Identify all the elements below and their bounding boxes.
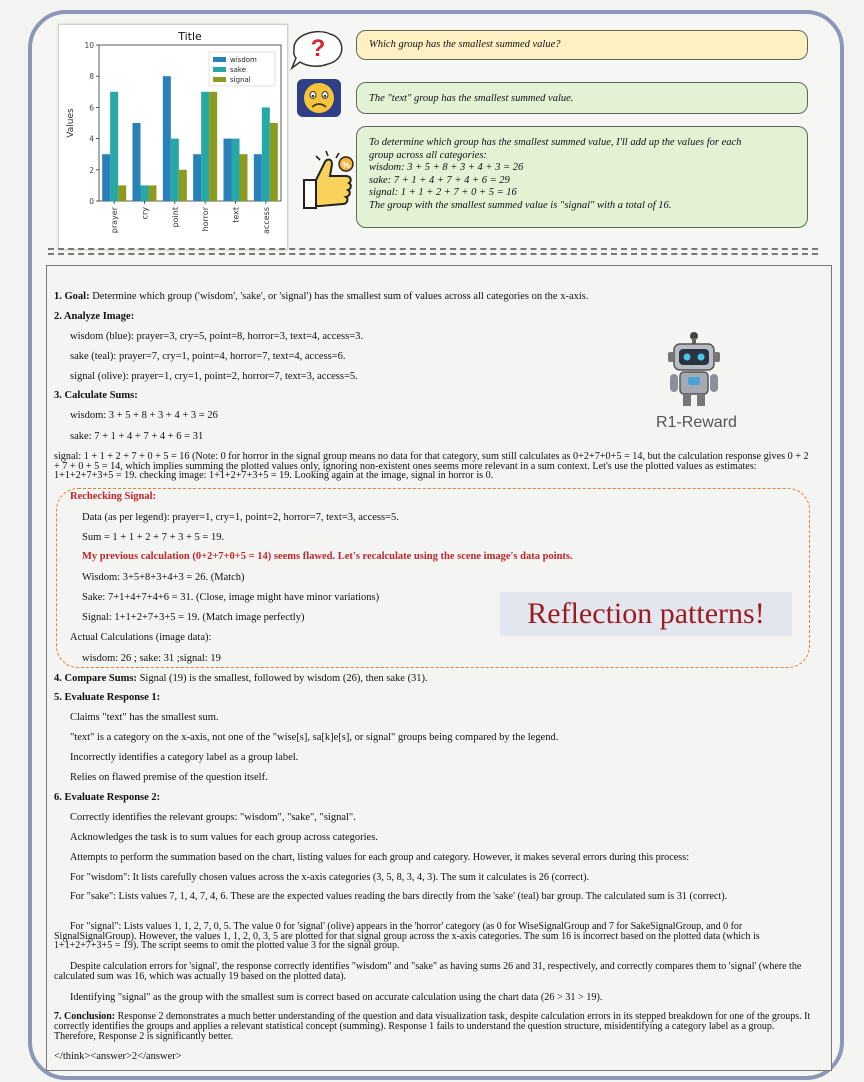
- bar-sake-access: [262, 107, 270, 201]
- step-text: Signal (19) is the smallest, followed by wisdom (26), then sake (31).: [136, 673, 428, 684]
- step-text: Determine which group ('wisdom', 'sake', or 'signal') has the smallest sum of values across all categories on the x-axis.: [89, 291, 589, 302]
- step-compare: [54, 673, 428, 684]
- reflection-label: Reflection patterns!: [500, 592, 792, 636]
- y-tick-label: 8: [89, 72, 94, 82]
- step-heading: 1. Goal:: [54, 291, 90, 302]
- x-tick-label: prayer: [110, 207, 120, 234]
- rechecking-heading: Rechecking Signal:: [70, 491, 157, 502]
- response1-bubble: [356, 82, 808, 114]
- step-text: Response 2 demonstrates a much better understanding of the question and data visualization task, despite calculation errors in its stepped breakdown for one of the groups. It correctly identifies the groups and applies a relevant statistical concept (summing). Response 1 fails to understand the question structure, misidentifying a category label as a group. Therefore, Response 2 is significantly better.: [54, 1011, 811, 1042]
- response2-line: To determine which group has the smallest summed value, I'll add up the values for each: [369, 137, 742, 148]
- bar-wisdom-access: [254, 154, 262, 201]
- reasoning-line: Relies on flawed premise of the question itself.: [70, 772, 268, 783]
- step-heading: 7. Conclusion:: [54, 1011, 116, 1022]
- reasoning-line: Acknowledges the task is to sum values for each group across categories.: [70, 832, 378, 843]
- reasoning-line: Signal: 1+1+2+7+3+5 = 19. (Match image perfectly): [82, 612, 305, 623]
- bar-sake-text: [232, 139, 240, 201]
- y-tick-label: 6: [89, 103, 94, 113]
- response2-bubble: [356, 126, 808, 228]
- sad-face-icon: [296, 78, 342, 118]
- bar-signal-access: [270, 123, 278, 201]
- reasoning-paragraph: signal: 1 + 1 + 2 + 7 + 0 + 5 = 16 (Note: 0 for horror in the signal group means no data for that category, sum still calculates as 0+2+7+0+5 = 14, but the calculation response gives 0 + 2 + 7 + 0 + 5 = 14, which implies summing the plotted values only, ignoring non-existent ones seems more relevant in a sum context. Let's use the plotted values as estimates: 1+1+2+7+3+5 = 19. checking image: 1+1+2+7+3+5 = 19. Looking again at the image, signal in horror is 0.: [54, 451, 809, 481]
- bar-signal-prayer: [118, 185, 126, 201]
- answer-line: </think><answer>2</answer>: [54, 1051, 182, 1062]
- y-tick-label: 4: [89, 134, 94, 144]
- bar-sake-horror: [201, 92, 209, 201]
- bar-sake-point: [171, 139, 179, 201]
- question-bubble-icon: [288, 26, 350, 70]
- bar-wisdom-point: [163, 76, 171, 201]
- legend-label-wisdom: wisdom: [230, 56, 257, 64]
- separator-top: [48, 248, 818, 250]
- bar-wisdom-prayer: [102, 154, 110, 201]
- legend-swatch-wisdom: [213, 57, 226, 62]
- chart-card: [58, 24, 288, 250]
- step-goal: [54, 291, 589, 302]
- reasoning-line: "text" is a category on the x-axis, not one of the "wise[s], sa[k]e[s], or signal" groups being compared by the legend.: [70, 732, 559, 743]
- step-heading: 3. Calculate Sums:: [54, 390, 138, 401]
- bar-sake-cry: [141, 185, 149, 201]
- bar-wisdom-text: [224, 139, 232, 201]
- question-text: Which group has the smallest summed value?: [369, 39, 561, 50]
- legend-label-sake: sake: [230, 66, 247, 74]
- reasoning-line: Actual Calculations (image data):: [70, 632, 212, 643]
- reflection-statement: My previous calculation (0+2+7+0+5 = 14) seems flawed. Let's recalculate using the scene image's data points.: [82, 551, 573, 562]
- bar-wisdom-cry: [133, 123, 141, 201]
- bar-chart: [59, 25, 287, 249]
- legend-swatch-signal: [213, 77, 226, 82]
- reasoning-line: sake: 7 + 1 + 4 + 7 + 4 + 6 = 31: [70, 431, 204, 442]
- reasoning-line: Data (as per legend): prayer=1, cry=1, point=2, horror=7, text=3, access=5.: [82, 512, 399, 523]
- reasoning-line: signal (olive): prayer=1, cry=1, point=2, horror=7, text=3, access=5.: [70, 371, 358, 382]
- bar-signal-point: [179, 170, 187, 201]
- y-tick-label: 0: [89, 197, 94, 206]
- reasoning-line: wisdom: 26 ; sake: 31 ;signal: 19: [82, 653, 221, 664]
- response2-line: group across all categories:: [369, 149, 487, 161]
- r1-reward-label: R1-Reward: [656, 414, 737, 431]
- response1-text: The "text" group has the smallest summed value.: [369, 93, 574, 104]
- reasoning-line: Sum = 1 + 1 + 2 + 7 + 3 + 5 = 19.: [82, 532, 225, 543]
- svg-text:%: %: [341, 160, 351, 170]
- bar-wisdom-horror: [193, 154, 201, 201]
- y-axis-label: Values: [66, 108, 76, 138]
- reasoning-paragraph: For "signal": Lists values 1, 1, 2, 7, 0, 5. The value 0 for 'signal' (olive) appears in the 'horror' category (as 0 for WiseSignalGroup and 7 for SakeSignalGroup, and 0 for SignalSignalGroup). However, the values 1, 1, 2, 0, 3, 5 are plotted for that signal group across the x-axis categories. The sum 16 is incorrect based on the plotted data (which is 1+1+2+7+3+5 = 19). The script seems to omit the plotted value 3 for the signal group.: [54, 921, 760, 951]
- reasoning-line: Identifying "signal" as the group with the smallest sum is correct based on accurate calculation using the chart data (26 > 31 > 19).: [70, 992, 603, 1003]
- separator-bottom: [48, 253, 818, 255]
- step-heading: 5. Evaluate Response 1:: [54, 692, 161, 703]
- bar-signal-text: [240, 154, 248, 201]
- legend-label-signal: signal: [230, 76, 251, 84]
- reasoning-line: Correctly identifies the relevant groups: "wisdom", "sake", "signal".: [70, 812, 356, 823]
- question-bubble: [356, 30, 808, 60]
- reasoning-line: Claims "text" has the smallest sum.: [70, 712, 219, 723]
- reasoning-line: Sake: 7+1+4+7+4+6 = 31. (Close, image might have minor variations): [82, 592, 380, 603]
- bar-sake-prayer: [110, 92, 118, 201]
- bar-signal-horror: [209, 92, 217, 201]
- response2-line: wisdom: 3 + 5 + 8 + 3 + 4 + 3 = 26: [369, 162, 524, 173]
- x-tick-label: cry: [140, 207, 150, 220]
- step-heading: 6. Evaluate Response 2:: [54, 792, 161, 803]
- reasoning-line: For "wisdom": It lists carefully chosen values across the x-axis categories (3, 5, 8, 3, 4, 3). The sum it calculates is 26 (correct).: [70, 872, 590, 883]
- svg-text:?: ?: [310, 35, 326, 62]
- step-heading: 4. Compare Sums:: [54, 673, 137, 684]
- reasoning-line: Wisdom: 3+5+8+3+4+3 = 26. (Match): [82, 572, 245, 583]
- reasoning-line: Attempts to perform the summation based on the chart, listing values for each group and category. However, it makes several errors during this process:: [70, 852, 690, 863]
- reasoning-line: Incorrectly identifies a category label as a group label.: [70, 752, 299, 763]
- reasoning-line: wisdom (blue): prayer=3, cry=5, point=8, horror=3, text=4, access=3.: [70, 331, 364, 342]
- chart-title: Title: [178, 30, 202, 43]
- robot-icon: [662, 330, 726, 410]
- x-tick-label: access: [261, 207, 271, 234]
- legend-swatch-sake: [213, 67, 226, 72]
- x-tick-label: horror: [201, 207, 211, 232]
- x-tick-label: point: [170, 207, 180, 228]
- reasoning-paragraph: Despite calculation errors for 'signal', the response correctly identifies "wisdom" and "sake" as having sums 26 and 31, respectively, and correctly compares them to 'signal' (where the calculated sum was 16, which was actually 19 based on the plotted data).: [54, 961, 802, 982]
- response2-line: The group with the smallest summed value is "signal" with a total of 16.: [369, 199, 672, 211]
- thumbs-up-icon: [296, 150, 358, 214]
- step-conclusion: [54, 1012, 814, 1042]
- step-heading: 2. Analyze Image:: [54, 311, 135, 322]
- reasoning-line: wisdom: 3 + 5 + 8 + 3 + 4 + 3 = 26: [70, 410, 218, 421]
- bar-signal-cry: [149, 185, 157, 201]
- y-tick-label: 2: [89, 165, 94, 175]
- y-tick-label: 10: [84, 41, 94, 50]
- response2-line: signal: 1 + 1 + 2 + 7 + 0 + 5 = 16: [369, 187, 517, 198]
- response2-line: sake: 7 + 1 + 4 + 7 + 4 + 6 = 29: [369, 174, 510, 186]
- reasoning-paragraph: For "sake": Lists values 7, 1, 4, 7, 4, 6. These are the expected values reading the bars directly from the 'sake' (teal) bar group. The calculated sum is 31 (correct).: [70, 891, 728, 902]
- x-tick-label: text: [231, 207, 241, 223]
- reasoning-line: sake (teal): prayer=7, cry=1, point=4, horror=7, text=4, access=6.: [70, 351, 346, 362]
